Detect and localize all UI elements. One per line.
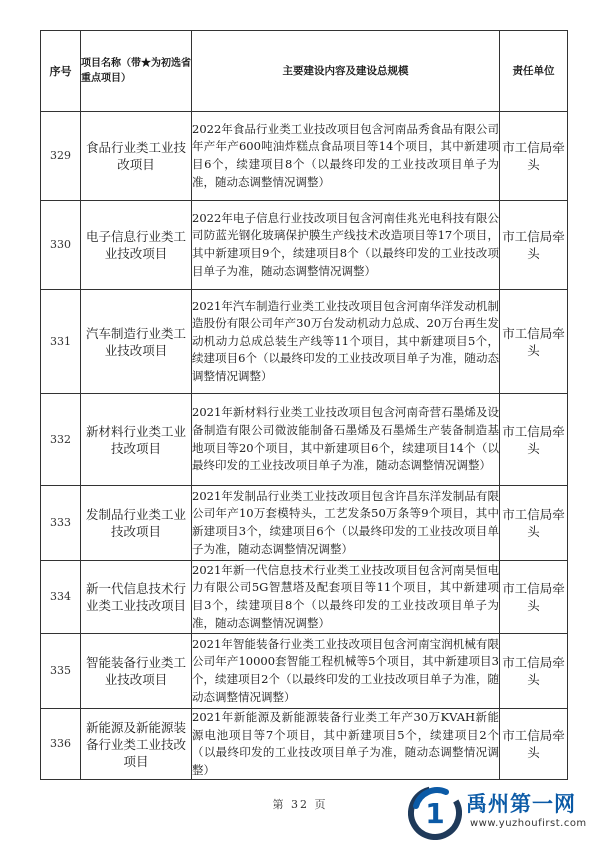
row-unit: 市工信局牵头 [500,486,568,561]
site-logo-glyph: 1 [425,797,445,830]
row-name: 新材料行业类工业技改项目 [81,394,192,486]
table-row [41,394,568,486]
row-unit: 市工信局牵头 [500,112,568,201]
table-header-row [41,31,568,112]
page-number: 第 32 页 [272,798,328,811]
row-unit: 市工信局牵头 [500,201,568,290]
row-name: 汽车制造行业类工业技改项目 [81,290,192,394]
row-unit: 市工信局牵头 [500,290,568,394]
table-row [41,486,568,561]
row-no: 332 [41,394,81,486]
site-watermark [400,782,595,842]
row-desc: 2021年新材料行业类工业技改项目包含河南奇营石墨烯及设备制造有限公司微波能制备石墨烯及石墨烯生产装备制造基地项目等20个项目，其中新建项目6个，续建项目14个（以最终印发的工业技改项目单子为准，随动态调整情况调整） [192,394,500,486]
row-desc: 2021年发制品行业类工业技改项目包含许昌东洋发制品有限公司年产10万套模特头，工艺发条50万条等9个项目，其中新建项目3个，续建项目6个（以最终印发的工业技改项目单子为准，随动态调整情况调整） [192,486,500,561]
table-row [41,709,568,780]
row-name: 智能装备行业类工业技改项目 [81,634,192,709]
row-name: 食品行业类工业技改项目 [81,112,192,201]
table-row [41,290,568,394]
row-no: 334 [41,561,81,634]
row-desc: 2022年食品行业类工业技改项目包含河南品秀食品有限公司年产年产600吨油炸糕点食品项目等14个项目，其中新建项目6个，续建项目8个（以最终印发的工业技改项目单子为准，随动态调整情况调整） [192,112,500,201]
row-unit: 市工信局牵头 [500,561,568,634]
row-desc: 2021年新一代信息技术行业类工业技改项目包含河南昊恒电力有限公司5G智慧塔及配套项目等11个项目，其中新建项目3个，续建项目8个（以最终印发的工业技改项目单子为准，随动态调整情况调整） [192,561,500,634]
row-name: 新一代信息技术行业类工业技改项目 [81,561,192,634]
table-row [41,634,568,709]
row-unit: 市工信局牵头 [500,634,568,709]
row-no: 329 [41,112,81,201]
site-logo-icon [408,786,462,840]
row-name: 新能源及新能源装备行业类工业技改项目 [81,709,192,780]
row-no: 330 [41,201,81,290]
row-unit: 市工信局牵头 [500,394,568,486]
header-no: 序号 [41,31,81,112]
row-name: 电子信息行业类工业技改项目 [81,201,192,290]
table-row [41,201,568,290]
header-name: 项目名称（带★为初选省重点项目） [81,31,192,112]
row-desc: 2021年智能装备行业类工业技改项目包含河南宝润机械有限公司年产10000套智能工程机械等5个项目，其中新建项目3个，续建项目2个（以最终印发的工业技改项目单子为准，随动态调整情况调整） [192,634,500,709]
row-no: 335 [41,634,81,709]
row-desc: 2021年汽车制造行业类工业技改项目包含河南华洋发动机制造股份有限公司年产30万台发动机动力总成、20万台再生发动机动力总成总装生产线等11个项目，其中新建项目5个，续建项目6个（以最终印发的工业技改项目单子为准，随动态调整情况调整） [192,290,500,394]
row-no: 336 [41,709,81,780]
row-name: 发制品行业类工业技改项目 [81,486,192,561]
site-watermark-title: 禹州第一网 [466,792,576,816]
row-no: 333 [41,486,81,561]
site-watermark-url: www.yuzhoufirst.com [470,818,587,829]
project-table [40,30,568,780]
row-desc: 2021年新能源及新能源装备行业类工年产30万KVAH新能源电池项目等7个项目，其中新建项目5个，续建项目2个（以最终印发的工业技改项目单子为准，随动态调整情况调整） [192,709,500,780]
table-row [41,561,568,634]
table-row [41,112,568,201]
row-no: 331 [41,290,81,394]
row-unit: 市工信局牵头 [500,709,568,780]
header-desc: 主要建设内容及建设总规模 [192,31,500,112]
header-unit: 责任单位 [500,31,568,112]
row-desc: 2022年电子信息行业技改项目包含河南佳兆光电科技有限公司防蓝光钢化玻璃保护膜生产线技术改造项目等17个项目，其中新建项目9个，续建项目8个（以最终印发的工业技改项目单子为准，随动态调整情况调整） [192,201,500,290]
